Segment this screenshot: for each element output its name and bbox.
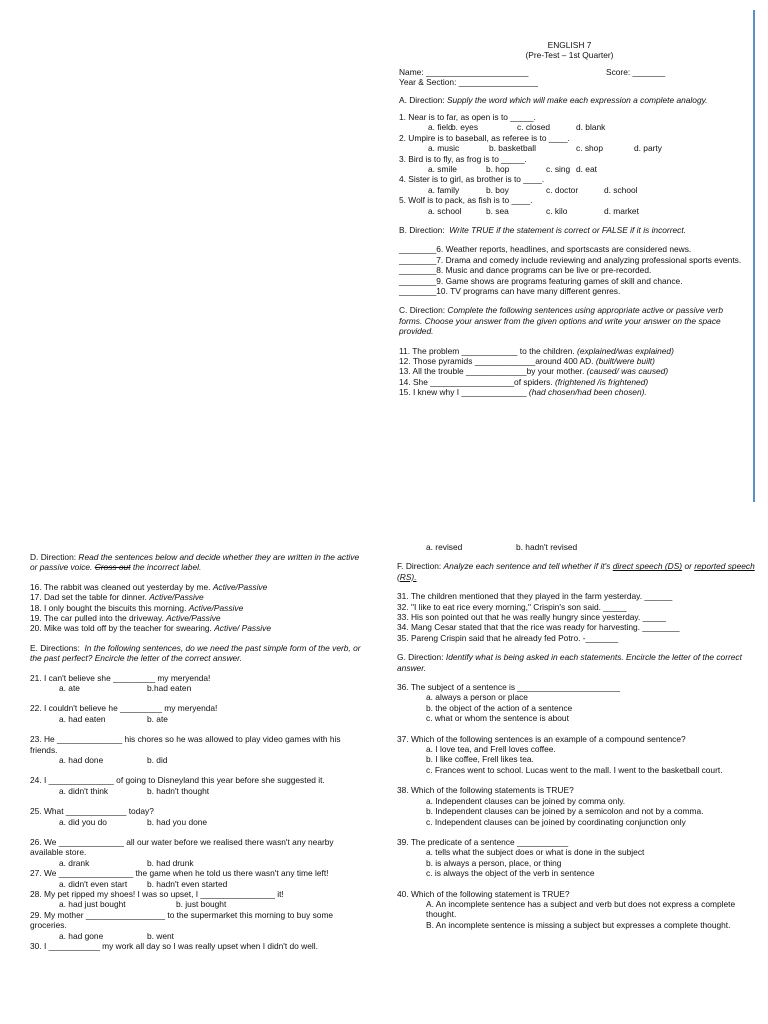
question: 27. We ________________ the game when he told us there wasn't any time left! [30, 868, 329, 879]
text: b. sea [486, 205, 509, 216]
question [399, 366, 742, 376]
question: 26. We ______________ all our water before we realised there wasn't any nearby available store. [30, 837, 334, 858]
text: d. blank [576, 122, 606, 133]
text: d. market [604, 205, 639, 216]
question: 4. Sister is to girl, as brother is to ____. [399, 174, 545, 185]
text: b. had you done [147, 816, 208, 827]
text: c. Frances went to school. Lucas went to the mall. I went to the basketball court. [426, 764, 723, 775]
text: b. just bought [176, 899, 227, 910]
text: 15. I knew why I ______________ [399, 387, 527, 398]
text: a. smile [428, 164, 457, 175]
question: 30. I ___________ my work all day so I was really upset when I didn't do well. [30, 941, 318, 952]
text: Active/Passive [166, 613, 221, 624]
options [30, 683, 365, 693]
text: 17. Dad set the table for dinner. [30, 592, 147, 603]
options [30, 817, 365, 827]
question: 28. My pet ripped my shoes! I was so upset, I ________________ it! [30, 889, 284, 900]
text: (caused/ was caused) [586, 366, 669, 377]
text: Complete the following sentences using appropriate active or passive verb forms. Choose your answer from the given options and write your answer on the space provided. [399, 305, 724, 337]
options [30, 786, 365, 796]
section-f-direction [397, 561, 757, 582]
text: b. Independent clauses can be joined by a semicolon and not by a comma. [426, 806, 704, 817]
question: 38. Which of the following statements is TRUE? [397, 785, 574, 796]
text: c. what or whom the sentence is about [426, 713, 569, 724]
options [399, 185, 742, 195]
text: b. hop [486, 164, 510, 175]
text: (frightened /is frightened) [555, 376, 649, 387]
text: or [684, 561, 692, 572]
text: b. I like coffee, Frell likes tea. [426, 754, 534, 765]
text: E. Directions: [30, 642, 80, 653]
text: (built/were built) [595, 356, 655, 367]
text: c. is always the object of the verb in sentence [426, 868, 595, 879]
text: (explained/was explained) [577, 345, 674, 356]
question: 21. I can't believe she _________ my meryenda! [30, 672, 211, 683]
text: a. tells what the subject does or what is done in the subject [426, 847, 645, 858]
options [399, 164, 742, 174]
text: b. hadn't thought [147, 785, 210, 796]
page-edge-line [753, 10, 755, 502]
text: 19. The car pulled into the driveway. [30, 613, 164, 624]
text: b. ate [147, 713, 168, 724]
text: F. Direction: [397, 561, 442, 572]
text: a. family [428, 184, 460, 195]
text: 14. She __________________of spiders. [399, 376, 553, 387]
options [30, 714, 365, 724]
text: b. the object of the action of a sentence [426, 702, 573, 713]
true-false-item: ________9. Game shows are programs featuring games of skill and chance. [399, 275, 683, 286]
options [30, 931, 365, 941]
text: B. Direction: [399, 225, 445, 235]
question: 22. I couldn't believe he _________ my meryenda! [30, 703, 218, 714]
text: b.had eaten [147, 683, 192, 694]
exam-subtitle: (Pre-Test – 1st Quarter) [525, 50, 614, 61]
text: a. always a person or place [426, 692, 528, 703]
text: C. Direction: [399, 305, 446, 316]
text: direct speech (DS) [612, 561, 683, 572]
text: Identify what is being asked in each statements. Encircle the letter of the correct answer. [397, 652, 742, 673]
question: 37. Which of the following sentences is an example of a compound sentence? [397, 733, 686, 744]
text: c. doctor [546, 184, 579, 195]
question [30, 603, 365, 613]
text: Write TRUE if the statement is correct or FALSE if it is incorrect. [449, 225, 687, 235]
section-b-items [397, 244, 742, 296]
question [30, 613, 365, 623]
section-a-direction [397, 95, 742, 105]
text: Active/Passive [212, 581, 268, 592]
question [399, 346, 742, 356]
text: 12. Those pyramids _____________around 400 AD. [399, 356, 594, 367]
text: Cross out [94, 562, 131, 573]
text: In the following sentences, do we need the past simple form of the verb, or the past perfect? Encircle the letter of the correct answer. [30, 642, 361, 664]
text: d. eat [576, 164, 597, 175]
question [30, 582, 365, 592]
question: 32. "I like to eat rice every morning," Crispin's son said. _____ [397, 601, 627, 612]
question: 29. My mother _________________ to the supermarket this morning to buy some groceries. [30, 909, 334, 931]
text: b. had drunk [147, 857, 194, 868]
options [30, 858, 365, 868]
score-field: Score: _______ [606, 66, 666, 77]
options [399, 143, 742, 153]
question: 24. I ______________ of going to Disneyland this year before she suggested it. [30, 775, 325, 786]
question: 2. Umpire is to baseball, as referee is to ____. [399, 132, 570, 143]
section-e-items [30, 673, 365, 952]
right-column [397, 542, 757, 930]
name-field: Name: ______________________ [399, 66, 529, 77]
section-g-items [397, 682, 757, 930]
text: A. An incomplete sentence has a subject and verb but does not express a complete thought. [426, 898, 736, 920]
question [30, 623, 365, 633]
text: b. went [147, 930, 175, 941]
exam-title: ENGLISH 7 [547, 40, 592, 50]
text: Active/Passive [188, 602, 244, 613]
text: 11. The problem ____________ to the children. [399, 345, 575, 356]
question: 31. The children mentioned that they played in the farm yesterday. ______ [397, 591, 673, 602]
text: a. I love tea, and Frell loves coffee. [426, 744, 556, 755]
text: a. field [428, 122, 453, 133]
text: a. school [428, 205, 462, 216]
section-g-direction [397, 652, 757, 673]
text: c. closed [517, 122, 551, 133]
text: (had chosen/had been chosen). [528, 387, 647, 398]
options [399, 122, 742, 132]
year-section-field: Year & Section: _________________ [399, 77, 538, 88]
text: 13. All the trouble _____________by your mother. [399, 366, 585, 377]
question: 39. The predicate of a sentence ___________ [397, 836, 569, 847]
question [30, 592, 365, 602]
text: c. shop [576, 143, 604, 154]
text: a. did you do [59, 816, 107, 827]
text: b. hadn't even started [147, 878, 228, 889]
text: a. revised [426, 542, 463, 552]
text: a. had done [59, 755, 104, 766]
text: a. didn't even start [59, 878, 128, 889]
question [399, 356, 742, 366]
section-b-direction [397, 225, 742, 235]
section-a-items [397, 112, 742, 216]
text: c. kilo [546, 205, 568, 216]
text: a. had just bought [59, 899, 126, 910]
text: 18. I only bought the biscuits this morning. [30, 602, 187, 613]
text: d. school [604, 184, 638, 195]
options [30, 879, 365, 889]
text: A. Direction: [399, 94, 445, 105]
question: 35. Pareng Crispin said that he already fed Potro. -_______ [397, 632, 619, 643]
text: Analyze each sentence and tell whether if it's [443, 561, 611, 572]
text: D. Direction: [30, 552, 77, 562]
text: Supply the word which will make each expression a complete analogy. [446, 94, 708, 105]
true-false-item: ________7. Drama and comedy include reviewing and analyzing professional sports events. [399, 254, 742, 265]
text: b. basketball [489, 143, 537, 154]
text: c. Independent clauses can be joined by coordinating conjunction only [426, 816, 686, 827]
text: b. did [147, 755, 168, 766]
top-column [397, 40, 742, 398]
true-false-item: ________8. Music and dance programs can be live or pre-recorded. [399, 265, 652, 276]
section-f-items [397, 591, 757, 643]
text: a. had eaten [59, 713, 106, 724]
text: a. ate [59, 683, 80, 694]
text: c. sing [546, 164, 571, 175]
text: Active/ Passive [214, 623, 271, 634]
section-e-direction [30, 643, 365, 664]
text: 16. The rabbit was cleaned out yesterday by me. [30, 581, 211, 592]
question: 5. Wolf is to pack, as fish is to ____. [399, 195, 533, 206]
section-d-direction [30, 552, 365, 573]
question: 1. Near is to far, as open is to _____. [399, 112, 536, 123]
section-c-items [397, 346, 742, 398]
section-d-items [30, 582, 365, 634]
text: Read the sentences below and decide whether they are written in the active or passive voice. [30, 552, 360, 573]
left-column [30, 552, 365, 951]
text: reported speech (RS). [397, 561, 755, 582]
text: a. had gone [59, 930, 104, 941]
text: a. Independent clauses can be joined by comma only. [426, 795, 626, 806]
question: 40. Which of the following statement is TRUE? [397, 888, 570, 899]
text: the incorrect label. [132, 562, 202, 573]
text: B. An incomplete sentence is missing a subject but expresses a complete thought. [426, 919, 731, 930]
text: Active/Passive [149, 592, 204, 603]
question: 3. Bird is to fly, as frog is to _____. [399, 153, 527, 164]
question: 36. The subject of a sentence is ______________________ [397, 682, 620, 693]
question: 33. His son pointed out that he was really hungry since yesterday. _____ [397, 612, 666, 623]
question: 23. He ______________ his chores so he was allowed to play video games with his friends. [30, 734, 341, 755]
options [30, 899, 365, 909]
question: 25. What _____________ today? [30, 806, 154, 817]
question-30-options [397, 542, 757, 552]
text: d. party [634, 143, 662, 154]
true-false-item: ________10. TV programs can have many different genres. [399, 286, 621, 297]
section-c-direction [397, 305, 742, 336]
text: a. drank [59, 857, 90, 868]
options [30, 755, 365, 765]
text: G. Direction: [397, 652, 444, 663]
text: b. hadn't revised [516, 542, 578, 552]
text: b. is always a person, place, or thing [426, 857, 562, 868]
question [399, 387, 742, 397]
text: b. eyes [451, 122, 479, 133]
text: a. music [428, 143, 460, 154]
question [399, 377, 742, 387]
true-false-item: ________6. Weather reports, headlines, and sportscasts are considered news. [399, 244, 692, 255]
text: b. boy [486, 184, 509, 195]
text: 20. Mike was told off by the teacher for swearing. [30, 623, 212, 634]
options [399, 206, 742, 216]
question: 34. Mang Cesar stated that that the rice was ready for harvesting. ________ [397, 622, 680, 633]
text: a. didn't think [59, 785, 109, 796]
